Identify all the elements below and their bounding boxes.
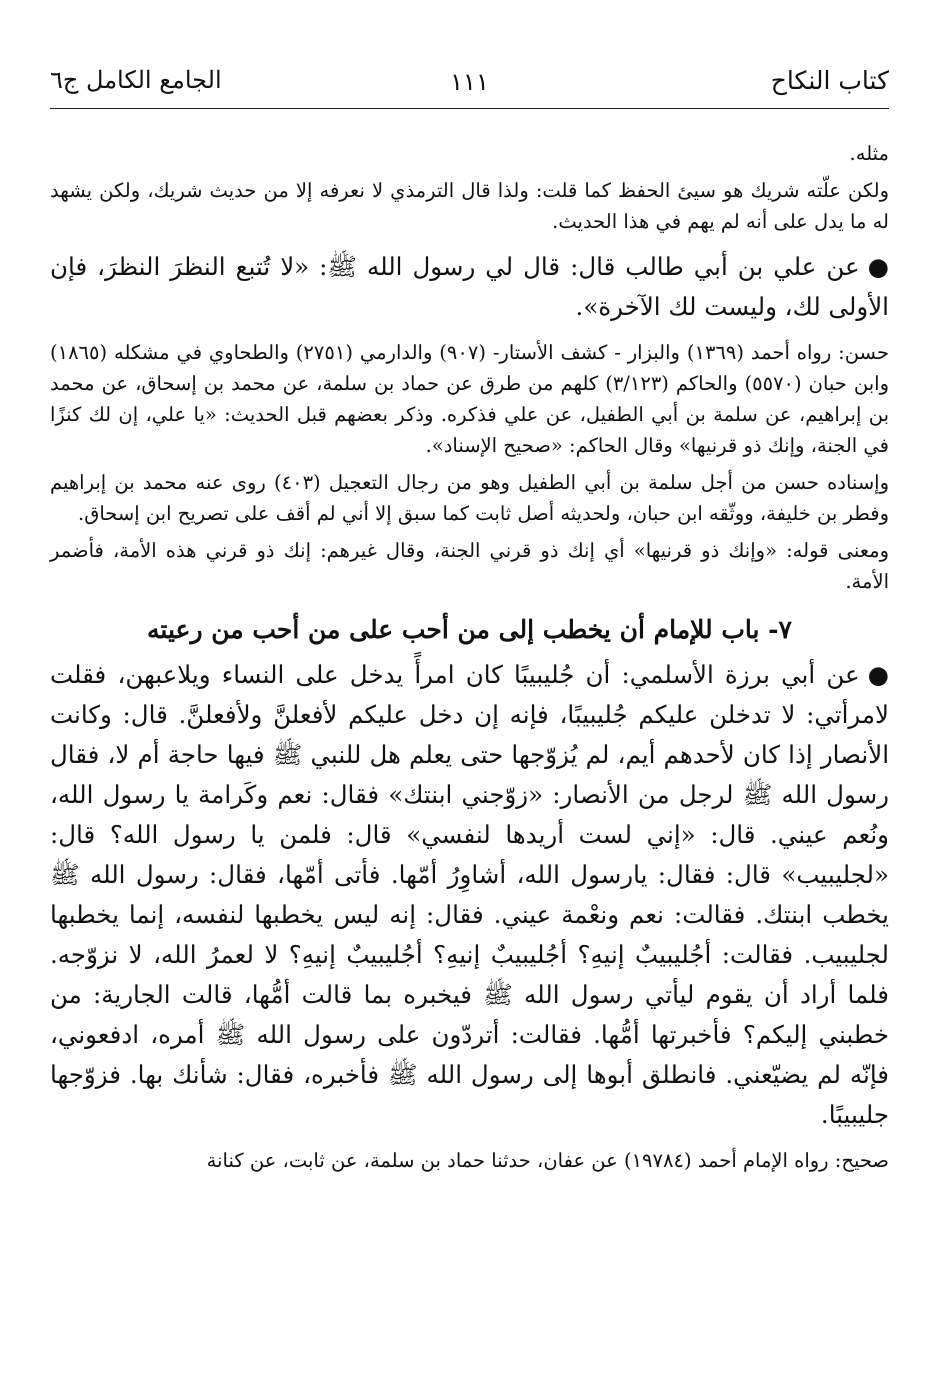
hadith-ali-text: عن علي بن أبي طالب قال: قال لي رسول الله ﷺ: «لا تُتبع النظرَ النظرَ، فإن الأولى لك، وليست لك الآخرة».: [50, 252, 889, 321]
hadith-julaybib-text: عن أبي برزة الأسلمي: أن جُليبيبًا كان امرأً يدخل على النساء ويلاعبهن، فقلت لامرأتي: لا تدخلن عليكم جُليبيبًا، فإنه إن دخل عليكم لأفعلنَّ ولأفعلنَّ. قال: وكانت الأنصار إذا كان لأحدهم أيم، لم يُزوّجها حتى يعلم هل للنبي ﷺ فيها حاجة أم لا، فقال رسول الله ﷺ لرجل من الأنصار: «زوّجني ابنتك» فقال: نعم وكَرامة يا رسول الله، ونُعم عيني. قال: «إني لست أريدها لنفسي» قال: فلمن يا رسول الله؟ قال: «لجليبيب» قال: فقال: يارسول الله، أشاوِرُ أمّها. فأتى أمّها، فقال: رسول الله ﷺ يخطب ابنتك. فقالت: نعم ونعْمة عيني. فقال: إنه ليس يخطبها لنفسه، إنما يخطبها لجليبيب. فقالت: أجُليبيبٌ إنيهِ؟ أجُليبيبٌ إنيهِ؟ أجُليبيبٌ إنيهِ؟ لا لعمرُ الله، لا نزوّجه. فلما أراد أن يقوم ليأتي رسول الله ﷺ فيخبره بما قالت أمُّها، قالت الجارية: من خطبني إليكم؟ فأخبرتها أمُّها. فقالت: أتردّون على رسول الله ﷺ أمره، ادفعوني، فإنّه لم يضيّعني. فانطلق أبوها إلى رسول الله ﷺ فأخبره، فقال: شأنك بها. فزوّجها جليبيبًا.: [50, 660, 889, 1129]
page-number: ١١١: [450, 68, 489, 96]
takhrij-ali: حسن: رواه أحمد (١٣٦٩) والبزار - كشف الأستار- (٩٠٧) والدارمي (٢٧٥١) والطحاوي في مشكله (١٨٦٥) وابن حبان (٥٥٧٠) والحاكم (٣/١٢٣) كلهم من طرق عن حماد بن سلمة، عن محمد بن إسحاق، عن محمد بن إبراهيم، عن سلمة بن أبي الطفيل، عن علي فذكره. وذكر بعضهم قبل الحديث: «يا علي، إن لك كنزًا في الجنة، وإنك ذو قرنيها» وقال الحاكم: «صحيح الإسناد».: [50, 341, 889, 457]
page-body: [50, 138, 889, 1176]
chapter-heading: ٧- باب للإمام أن يخطب إلى من أحب على من أحب من رعيته: [147, 615, 792, 644]
takhrij-julaybib: صحيح: رواه الإمام أحمد (١٩٧٨٤) عن عفان، حدثنا حماد بن سلمة، عن ثابت، عن كنانة: [206, 1149, 889, 1172]
work-title: الجامع الكامل ج٦: [50, 66, 222, 94]
paragraph-continuation: مثله.: [849, 142, 889, 165]
hadith-ali: [50, 247, 889, 327]
page-header: [50, 58, 889, 106]
bullet-icon: ●: [867, 660, 889, 689]
book-title: كتاب النكاح: [770, 66, 889, 95]
meaning-note: ومعنى قوله: «وإنك ذو قرنيها» أي إنك ذو قرني الجنة، وقال غيرهم: إنك ذو قرني هذه الأمة، فأضمر الأمة.: [50, 539, 889, 593]
bullet-icon: ●: [867, 252, 889, 281]
hadith-julaybib: [50, 655, 889, 1135]
isnad-note: وإسناده حسن من أجل سلمة بن أبي الطفيل وهو من رجال التعجيل (٤٠٣) روى عنه محمد بن إبراهيم وفطر بن خليفة، ووثّقه ابن حبان، ولحديثه أصل ثابت كما سبق إلا أني لم أقف على تصريح ابن إسحاق.: [50, 471, 889, 525]
header-divider: [50, 108, 889, 109]
paragraph-illness-note: ولكن علّته شريك هو سيئ الحفظ كما قلت: ولذا قال الترمذي لا نعرفه إلا من حديث شريك، ولكن يشهد له ما يدل على أنه لم يهم في هذا الحديث.: [50, 179, 889, 233]
